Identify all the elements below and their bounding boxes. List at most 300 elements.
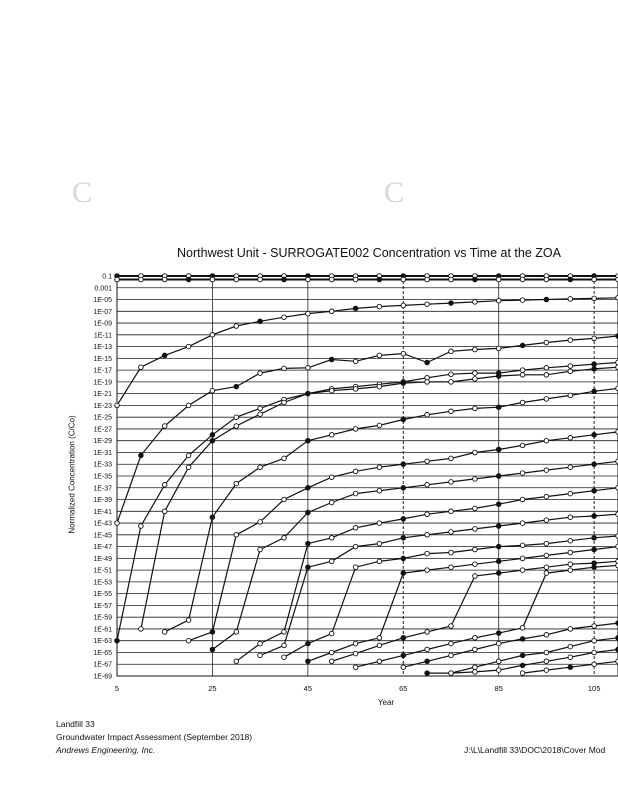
series-point xyxy=(473,277,478,282)
series-point xyxy=(425,647,430,652)
y-tick-label: 1E-47 xyxy=(93,544,112,552)
series-point xyxy=(306,541,311,546)
series-point xyxy=(592,624,597,629)
series-point xyxy=(306,510,311,515)
series-point xyxy=(568,568,573,573)
series-point xyxy=(139,365,144,370)
series-point xyxy=(592,367,597,372)
series-point xyxy=(353,641,358,646)
series-point xyxy=(186,465,191,470)
series-point xyxy=(425,277,430,282)
y-tick-label: 1E-49 xyxy=(93,555,112,563)
series-point xyxy=(592,547,597,552)
series-point xyxy=(520,368,525,373)
y-tick-label: 1E-43 xyxy=(93,520,112,528)
series-point xyxy=(401,653,406,658)
series-point xyxy=(353,277,358,282)
y-tick-label: 1E-69 xyxy=(93,673,112,681)
y-tick-label: 1E-19 xyxy=(93,379,112,387)
series-point xyxy=(568,338,573,343)
series-point xyxy=(258,319,263,324)
series-point xyxy=(377,643,382,648)
series-point xyxy=(592,514,597,519)
series-point xyxy=(282,366,287,371)
footer-report: Groundwater Impact Assessment (September 2018) xyxy=(56,732,253,742)
series-point xyxy=(520,671,525,676)
series-point xyxy=(544,668,549,673)
series-point xyxy=(306,391,311,396)
series-point xyxy=(449,380,454,385)
series-point xyxy=(282,497,287,502)
series-point xyxy=(473,371,478,376)
series-point xyxy=(115,403,120,408)
series-point xyxy=(353,359,358,364)
series-point xyxy=(449,509,454,514)
series-line xyxy=(260,514,618,655)
series-point xyxy=(115,277,120,282)
series-point xyxy=(353,544,358,549)
series-point xyxy=(210,388,215,393)
y-tick-label: 1E-57 xyxy=(93,602,112,610)
series-point xyxy=(353,427,358,432)
series-point xyxy=(377,488,382,493)
series-line xyxy=(165,388,618,632)
series-point xyxy=(329,559,334,564)
series-point xyxy=(282,536,287,541)
series-point xyxy=(568,364,573,369)
y-tick-label: 1E-15 xyxy=(93,355,112,363)
y-tick-label: 1E-13 xyxy=(93,344,112,352)
series-point xyxy=(449,565,454,570)
series-point xyxy=(258,406,263,411)
series-point xyxy=(258,277,263,282)
footer-path: J:\L\Landfill 33\DOC\2018\Cover Mod xyxy=(464,745,606,755)
series-point xyxy=(306,486,311,491)
series-point xyxy=(234,659,239,664)
series-point xyxy=(353,469,358,474)
series-point xyxy=(210,515,215,520)
series-point xyxy=(234,277,239,282)
series-point xyxy=(186,638,191,643)
y-tick-label: 1E-63 xyxy=(93,638,112,646)
series-point xyxy=(401,277,406,282)
series-point xyxy=(520,637,525,642)
series-point xyxy=(520,556,525,561)
series-point xyxy=(544,340,549,345)
series-point xyxy=(568,515,573,520)
series-point xyxy=(329,433,334,438)
series-point xyxy=(258,371,263,376)
y-tick-label: 1E-25 xyxy=(93,414,112,422)
series-point xyxy=(425,512,430,517)
series-point xyxy=(377,465,382,470)
series-point xyxy=(496,544,501,549)
series-point xyxy=(544,438,549,443)
series-point xyxy=(592,462,597,467)
series-point xyxy=(544,553,549,558)
series-point xyxy=(449,671,454,676)
series-point xyxy=(568,627,573,632)
series-point xyxy=(520,497,525,502)
series-point xyxy=(473,527,478,532)
series-point xyxy=(139,453,144,458)
series-point xyxy=(234,630,239,635)
series-point xyxy=(496,659,501,664)
series-point xyxy=(449,301,454,306)
series-point xyxy=(473,450,478,455)
series-point xyxy=(520,373,525,378)
series-point xyxy=(425,360,430,365)
series-point xyxy=(496,668,501,673)
series-point xyxy=(377,384,382,389)
series-point xyxy=(139,627,144,632)
series-point xyxy=(258,465,263,470)
series-point xyxy=(592,650,597,655)
series-point xyxy=(520,521,525,526)
series-point xyxy=(496,571,501,576)
series-point xyxy=(186,277,191,282)
series-point xyxy=(306,659,311,664)
y-tick-label: 1E-51 xyxy=(93,567,112,575)
series-point xyxy=(258,641,263,646)
series-point xyxy=(544,571,549,576)
series-point xyxy=(210,333,215,338)
series-point xyxy=(496,631,501,636)
series-point xyxy=(592,536,597,541)
series-point xyxy=(520,443,525,448)
series-point xyxy=(592,565,597,570)
series-point xyxy=(401,381,406,386)
series-point xyxy=(210,433,215,438)
series-point xyxy=(377,304,382,309)
series-point xyxy=(496,559,501,564)
series-point xyxy=(162,509,167,514)
series-point xyxy=(544,468,549,473)
series-point xyxy=(496,502,501,507)
series-point xyxy=(353,526,358,531)
series-point xyxy=(377,659,382,664)
x-tick-label: 45 xyxy=(303,684,313,693)
series-point xyxy=(568,297,573,302)
series-point xyxy=(329,277,334,282)
series-point xyxy=(258,547,263,552)
series-point xyxy=(449,277,454,282)
y-tick-label: 1E-39 xyxy=(93,497,112,505)
series-point xyxy=(234,481,239,486)
series-point xyxy=(568,465,573,470)
series-point xyxy=(520,400,525,405)
series-point xyxy=(473,477,478,482)
series-point xyxy=(329,388,334,393)
series-point xyxy=(353,565,358,570)
series-point xyxy=(496,298,501,303)
series-point xyxy=(544,565,549,570)
series-point xyxy=(449,653,454,658)
series-point xyxy=(329,659,334,664)
series-point xyxy=(139,524,144,529)
series-point xyxy=(544,373,549,378)
series-point xyxy=(162,424,167,429)
series-point xyxy=(329,357,334,362)
series-point xyxy=(329,631,334,636)
y-tick-label: 1E-29 xyxy=(93,438,112,446)
series-point xyxy=(401,417,406,422)
series-point xyxy=(568,277,573,282)
series-point xyxy=(568,562,573,567)
series-point xyxy=(162,630,167,635)
series-point xyxy=(425,413,430,418)
series-point xyxy=(425,483,430,488)
series-point xyxy=(401,536,406,541)
y-tick-label: 0.1 xyxy=(102,273,112,281)
series-point xyxy=(329,536,334,541)
series-point xyxy=(234,424,239,429)
series-point xyxy=(282,630,287,635)
series-point xyxy=(258,653,263,658)
series-point xyxy=(592,336,597,341)
series-point xyxy=(377,521,382,526)
series-point xyxy=(401,665,406,670)
y-tick-label: 1E-45 xyxy=(93,532,112,540)
y-tick-label: 1E-59 xyxy=(93,614,112,622)
series-point xyxy=(353,306,358,311)
series-point xyxy=(592,488,597,493)
series-line xyxy=(117,298,618,406)
y-tick-label: 1E-33 xyxy=(93,461,112,469)
y-tick-label: 1E-11 xyxy=(93,332,112,340)
series-point xyxy=(449,550,454,555)
y-tick-label: 0.001 xyxy=(94,285,112,293)
series-point xyxy=(186,618,191,623)
series-point xyxy=(449,641,454,646)
series-point xyxy=(353,665,358,670)
series-point xyxy=(329,650,334,655)
series-point xyxy=(210,647,215,652)
series-point xyxy=(520,663,525,668)
series-point xyxy=(544,297,549,302)
series-point xyxy=(496,524,501,529)
x-tick-label: 85 xyxy=(494,684,503,693)
series-point xyxy=(210,277,215,282)
series-point xyxy=(568,644,573,649)
series-point xyxy=(473,406,478,411)
series-point xyxy=(544,366,549,371)
series-point xyxy=(186,344,191,349)
series-point xyxy=(377,559,382,564)
series-point xyxy=(282,655,287,660)
series-point xyxy=(473,636,478,641)
series-point xyxy=(306,277,311,282)
y-tick-label: 1E-09 xyxy=(93,320,112,328)
y-tick-label: 1E-17 xyxy=(93,367,112,375)
series-point xyxy=(544,277,549,282)
y-tick-label: 1E-61 xyxy=(93,626,112,634)
series-point xyxy=(425,568,430,573)
series-line xyxy=(356,565,618,667)
series-point xyxy=(449,530,454,535)
series-point xyxy=(568,665,573,670)
series-point xyxy=(544,494,549,499)
series-point xyxy=(592,389,597,394)
faded-scan-mark-left: C xyxy=(72,176,93,209)
x-tick-label: 5 xyxy=(114,684,120,693)
series-point xyxy=(425,380,430,385)
y-tick-label: 1E-07 xyxy=(93,308,112,316)
series-point xyxy=(139,277,144,282)
series-line xyxy=(117,363,618,641)
series-point xyxy=(401,462,406,467)
series-point xyxy=(496,374,501,379)
series-point xyxy=(473,547,478,552)
series-point xyxy=(425,630,430,635)
series-point xyxy=(568,393,573,398)
series-point xyxy=(210,630,215,635)
series-point xyxy=(425,533,430,538)
x-tick-label: 65 xyxy=(399,684,408,693)
series-point xyxy=(592,296,597,301)
series-point xyxy=(258,412,263,417)
series-point xyxy=(520,543,525,548)
series-point xyxy=(353,387,358,392)
series-point xyxy=(306,438,311,443)
series-point xyxy=(568,491,573,496)
y-tick-label: 1E-35 xyxy=(93,473,112,481)
series-point xyxy=(473,562,478,567)
series-point xyxy=(282,643,287,648)
series-point xyxy=(496,346,501,351)
series-point xyxy=(401,303,406,308)
x-axis-label: Year xyxy=(377,698,395,707)
series-point xyxy=(592,662,597,667)
series-point xyxy=(234,533,239,538)
series-point xyxy=(568,369,573,374)
series-point xyxy=(401,556,406,561)
series-point xyxy=(162,353,167,358)
series-point xyxy=(282,456,287,461)
series-point xyxy=(377,636,382,641)
y-tick-label: 1E-55 xyxy=(93,591,112,599)
series-point xyxy=(401,351,406,356)
y-tick-label: 1E-53 xyxy=(93,579,112,587)
series-point xyxy=(473,347,478,352)
series-point xyxy=(449,372,454,377)
series-point xyxy=(377,353,382,358)
series-point xyxy=(592,638,597,643)
series-point xyxy=(425,459,430,464)
series-point xyxy=(377,277,382,282)
series-point xyxy=(425,671,430,676)
y-tick-label: 1E-05 xyxy=(93,297,112,305)
series-point xyxy=(473,647,478,652)
series-point xyxy=(496,277,501,282)
series-point xyxy=(568,550,573,555)
series-point xyxy=(282,277,287,282)
series-point xyxy=(449,480,454,485)
series-point xyxy=(234,324,239,329)
series-point xyxy=(496,474,501,479)
series-point xyxy=(401,571,406,576)
series-point xyxy=(473,300,478,305)
series-point xyxy=(162,277,167,282)
series-point xyxy=(544,650,549,655)
y-tick-label: 1E-65 xyxy=(93,649,112,657)
series-point xyxy=(353,651,358,656)
series-point xyxy=(306,565,311,570)
series-point xyxy=(306,366,311,371)
footer-company: Andrews Engineering, Inc. xyxy=(56,745,156,755)
series-point xyxy=(520,298,525,303)
series-point xyxy=(234,415,239,420)
series-point xyxy=(377,423,382,428)
series-point xyxy=(449,456,454,461)
y-tick-label: 1E-41 xyxy=(93,508,112,516)
x-tick-label: 25 xyxy=(208,684,217,693)
series-point xyxy=(282,315,287,320)
series-point xyxy=(592,433,597,438)
y-tick-label: 1E-23 xyxy=(93,402,112,410)
series-point xyxy=(520,626,525,631)
series-point xyxy=(306,641,311,646)
series-point xyxy=(329,500,334,505)
chart-title: Northwest Unit - SURROGATE002 Concentration vs Time at the ZOA xyxy=(177,246,561,260)
x-tick-label: 105 xyxy=(587,684,601,693)
y-tick-label: 1E-67 xyxy=(93,661,112,669)
series-point xyxy=(568,655,573,660)
series-point xyxy=(544,518,549,523)
series-point xyxy=(520,277,525,282)
series-point xyxy=(449,409,454,414)
series-point xyxy=(210,438,215,443)
series-point xyxy=(496,641,501,646)
y-tick-label: 1E-31 xyxy=(93,449,112,457)
series-point xyxy=(473,665,478,670)
series-point xyxy=(377,541,382,546)
series-point xyxy=(401,486,406,491)
series-point xyxy=(544,633,549,638)
series-point xyxy=(115,638,120,643)
series-point xyxy=(425,302,430,307)
series-point xyxy=(568,538,573,543)
series-point xyxy=(520,343,525,348)
series-point xyxy=(353,491,358,496)
series-point xyxy=(473,377,478,382)
series-point xyxy=(496,405,501,410)
faded-scan-mark-right: C xyxy=(384,176,405,209)
series-point xyxy=(592,277,597,282)
series-point xyxy=(449,624,454,629)
series-point xyxy=(520,568,525,573)
series-point xyxy=(544,659,549,664)
series-point xyxy=(282,400,287,405)
series-point xyxy=(425,551,430,556)
y-tick-label: 1E-21 xyxy=(93,391,112,399)
series-point xyxy=(520,471,525,476)
series-point xyxy=(592,362,597,367)
y-tick-label: 1E-27 xyxy=(93,426,112,434)
series-point xyxy=(473,506,478,511)
series-line xyxy=(117,336,618,523)
series-point xyxy=(258,520,263,525)
series-point xyxy=(234,384,239,389)
y-tick-label: 1E-37 xyxy=(93,485,112,493)
series-point xyxy=(329,475,334,480)
series-point xyxy=(186,403,191,408)
series-point xyxy=(568,436,573,441)
series-point xyxy=(544,541,549,546)
series-point xyxy=(425,659,430,664)
footer-site: Landfill 33 xyxy=(56,719,95,729)
series-point xyxy=(520,653,525,658)
